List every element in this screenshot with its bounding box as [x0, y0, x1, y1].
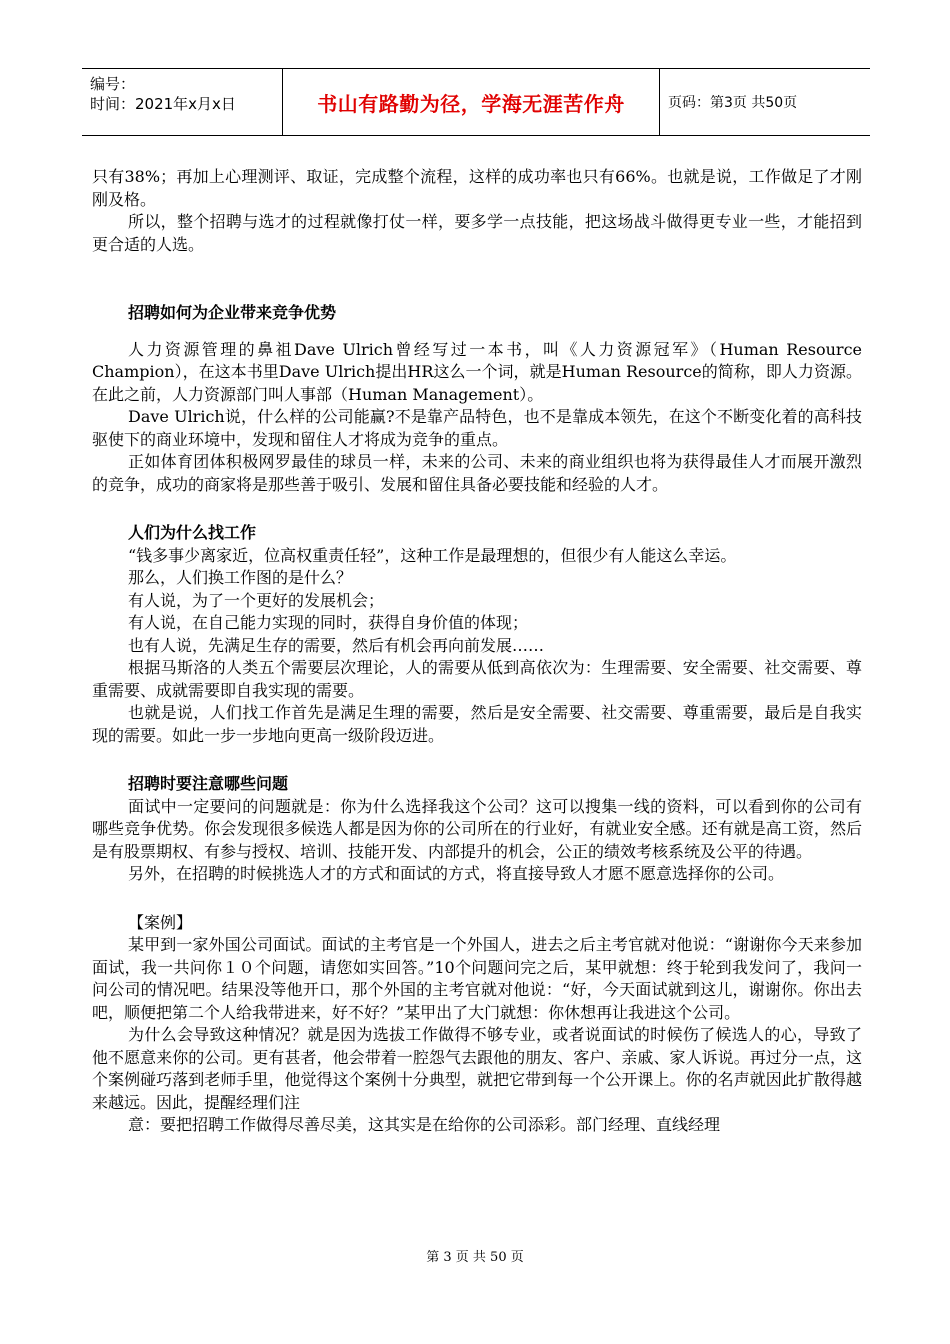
paragraph: 正如体育团体积极网罗最佳的球员一样，未来的公司、未来的商业组织也将为获得最佳人才而展开激烈的竞争，成功的商家将是那些善于吸引、发展和留住具备必要技能和经验的人才。: [92, 452, 862, 494]
header-date: 时间：2021年x月x日: [90, 95, 236, 113]
paragraph: 意：要把招聘工作做得尽善尽美，这其实是在给你的公司添彩。部门经理、直线经理: [128, 1115, 721, 1134]
paragraph: 只有38%；再加上心理测评、取证，完成整个流程，这样的成功率也只有66%。也就是说，工作做足了才刚刚及格。: [92, 167, 862, 209]
paragraph: 所以，整个招聘与选才的过程就像打仗一样，要多学一点技能，把这场战斗做得更专业一些，才能招到更合适的人选。: [92, 212, 862, 254]
paragraph: 有人说，为了一个更好的发展机会；: [128, 590, 385, 610]
paragraph: 也就是说，人们找工作首先是满足生理的需要，然后是安全需要、社交需要、尊重需要，最后是自我实现的需要。如此一步一步地向更高一级阶段迈进。: [92, 703, 862, 745]
spacer: [92, 256, 862, 302]
paragraph: 有人说，在自己能力实现的同时，获得自身价值的体现；: [128, 613, 529, 632]
paragraph: 人力资源管理的鼻祖Dave Ulrich曾经写过一本书，叫《人力资源冠军》（Human Resource Champion），在这本书里Dave Ulrich提出HR这么一个词，就是Human Resource的简称，即人力资源。在此之前，人力资源部门叫人事部（Human Management）。: [92, 339, 862, 404]
paragraph: 根据马斯洛的人类五个需要层次理论，人的需要从低到高依次为：生理需要、安全需要、社交需要、尊重需要、成就需要即自我实现的需要。: [92, 658, 862, 700]
paragraph: 也有人说，先满足生存的需要，然后有机会再向前发展……: [128, 635, 545, 655]
spacer: [92, 886, 862, 912]
header-motto: 书山有路勤为径，学海无涯苦作舟: [317, 91, 625, 116]
section-heading: 招聘如何为企业带来竞争优势: [128, 303, 337, 322]
paragraph: “钱多事少离家近，位高权重责任轻”，这种工作是最理想的，但很少有人能这么幸运。: [128, 545, 737, 565]
paragraph: 某甲到一家外国公司面试。面试的主考官是一个外国人，进去之后主考官就对他说：“谢谢你今天来参加面试，我一共问你１０个问题，请您如实回答。”10个问题问完之后，某甲就想：终于轮到我发问了，我问一问公司的情况吧。结果没等他开口，那个外国的主考官就对他说：“好，今天面试就到这儿，谢谢你。你出去吧，顺便把第二个人给我带进来，好不好？”某甲出了大门就想：你休想再让我进这个公司。: [92, 935, 862, 1022]
paragraph: 【案例】: [128, 912, 193, 932]
paragraph: 另外，在招聘的时候挑选人才的方式和面试的方式，将直接导致人才愿不愿意选择你的公司。: [128, 864, 785, 883]
spacer: [92, 747, 862, 773]
header-meta: [82, 69, 282, 135]
paragraph: 那么，人们换工作图的是什么？: [128, 568, 353, 587]
page-header: [82, 68, 870, 136]
spacer: [92, 325, 862, 339]
section-heading: 人们为什么找工作: [128, 523, 257, 542]
page-footer: 第 3 页 共 50 页: [426, 1250, 524, 1265]
spacer: [92, 496, 862, 522]
header-number-label: 编号：: [90, 75, 136, 93]
document-body: [92, 166, 862, 1137]
paragraph: Dave Ulrich说，什么样的公司能赢?不是靠产品特色，也不是靠成本领先，在这个不断变化着的高科技驱使下的商业环境中，发现和留住人才将成为竞争的重点。: [92, 407, 862, 449]
paragraph: 面试中一定要问的问题就是：你为什么选择我这个公司？这可以搜集一线的资料，可以看到你的公司有哪些竞争优势。你会发现很多候选人都是因为你的公司所在的行业好，有就业安全感。还有就是高工资，然后是有股票期权、有参与授权、培训、技能开发、内部提升的机会，公正的绩效考核系统及公平的待遇。: [92, 796, 862, 861]
paragraph: 为什么会导致这种情况？就是因为选拔工作做得不够专业，或者说面试的时候伤了候选人的心，导致了他不愿意来你的公司。更有甚者，他会带着一腔怨气去跟他的朋友、客户、亲戚、家人诉说。再过分一点，这个案例碰巧落到老师手里，他觉得这个案例十分典型，就把它带到每一个公开课上。你的名声就因此扩散得越来越远。因此，提醒经理们注: [92, 1025, 862, 1112]
section-heading: 招聘时要注意哪些问题: [128, 774, 289, 793]
header-page-info: 页码：第3页 共50页: [668, 95, 798, 111]
